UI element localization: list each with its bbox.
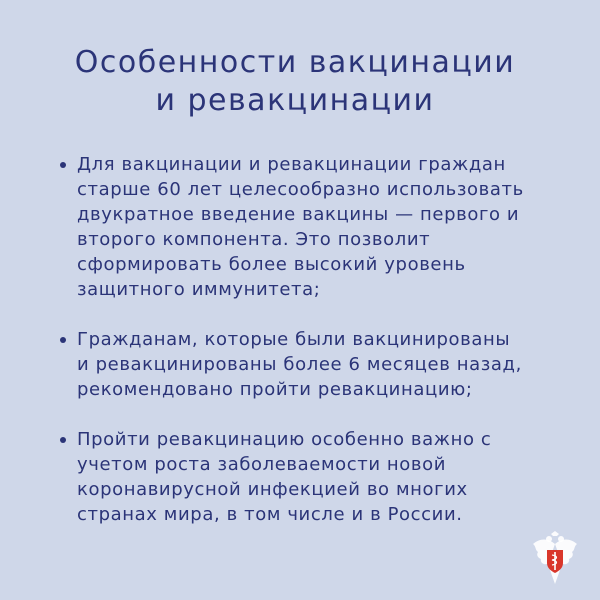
list-item-line: Гражданам, которые были вакцинированы — [77, 329, 511, 350]
list-item-line: рекомендовано пройти ревакцинацию; — [77, 379, 473, 400]
list-item — [58, 152, 578, 302]
page-title — [0, 44, 590, 120]
list-item-line: Пройти ревакцинацию особенно важно с — [77, 429, 492, 450]
list-item-line: второго компонента. Это позволит — [77, 229, 431, 250]
title-line-1: Особенности вакцинации — [74, 45, 516, 80]
list-item-line: учетом роста заболеваемости новой — [77, 454, 447, 475]
list-item-line: сформировать более высокий уровень — [77, 254, 466, 275]
bullet-icon — [60, 437, 66, 443]
list-item-line: и ревакцинированы более 6 месяцев назад, — [77, 354, 522, 375]
list-item-line: Для вакцинации и ревакцинации граждан — [77, 154, 506, 175]
title-line-2: и ревакцинации — [155, 83, 435, 118]
list-item-line: двукратное введение вакцины — первого и — [77, 204, 520, 225]
list-item — [58, 327, 578, 402]
bullet-list — [58, 152, 578, 552]
list-item-line: коронавирусной инфекцией во многих — [77, 479, 468, 500]
list-item-line: странах мира, в том числе и в России. — [77, 504, 463, 525]
list-item-line: защитного иммунитета; — [77, 279, 321, 300]
list-item-line: старше 60 лет целесообразно использовать — [77, 179, 524, 200]
bullet-icon — [60, 162, 66, 168]
bullet-icon — [60, 337, 66, 343]
ministry-of-health-emblem-icon — [530, 530, 580, 586]
list-item — [58, 427, 578, 527]
